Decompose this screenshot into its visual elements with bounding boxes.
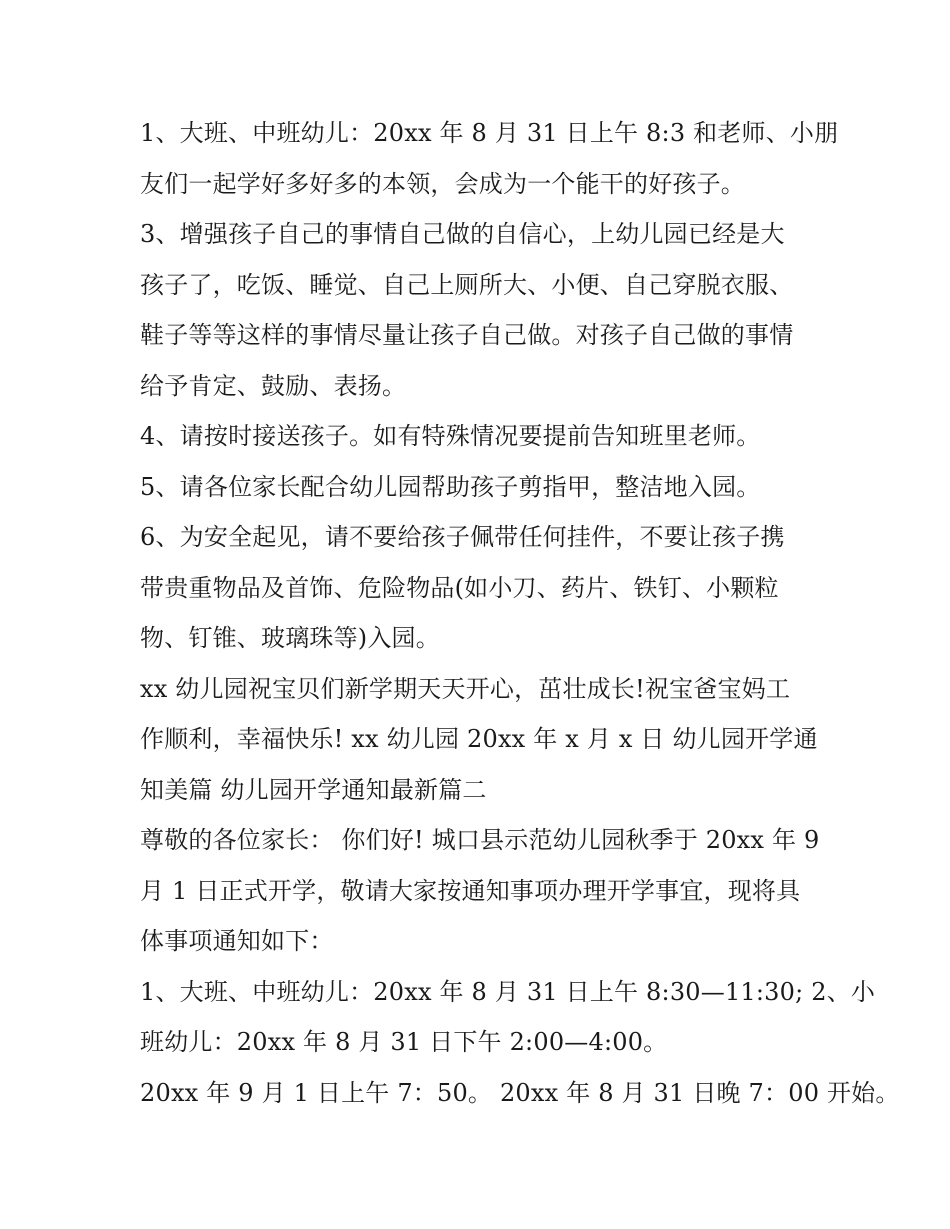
text-line: 孩子了，吃饭、睡觉、自己上厕所大、小便、自己穿脱衣服、 [140,270,794,299]
text-line: 鞋子等等这样的事情尽量让孩子自己做。对孩子自己做的事情 [140,321,794,349]
text-line: 物、钉锥、玻璃珠等)入园。 [140,624,440,652]
text-line: 体事项通知如下： [140,927,334,955]
text-line: 知美篇 幼儿园开学通知最新篇二 [140,775,487,804]
document-body [140,108,900,1118]
text-line: 3、增强孩子自己的事情自己做的自信心，上幼儿园已经是大 [140,220,785,248]
text-line: 作顺利，幸福快乐! xx 幼儿园 20xx 年 x 月 x 日 幼儿园开学通 [140,725,818,753]
text-line: 班幼儿：20xx 年 8 月 31 日下午 2:00—4:00。 [140,1028,668,1056]
text-line: 1、大班、中班幼儿：20xx 年 8 月 31 日上午 8:3 和老师、小朋 [140,119,839,147]
text-line: 4、请按时接送孩子。如有特殊情况要提前告知班里老师。 [140,422,761,450]
text-line: 5、请各位家长配合幼儿园帮助孩子剪指甲，整洁地入园。 [140,472,761,501]
text-line: xx 幼儿园祝宝贝们新学期天天开心，茁壮成长!祝宝爸宝妈工 [140,674,791,703]
text-line: 1、大班、中班幼儿：20xx 年 8 月 31 日上午 8:30—11:30; 2、小 [140,977,876,1006]
text-line: 尊敬的各位家长： 你们好! 城口县示范幼儿园秋季于 20xx 年 9 [140,826,820,854]
text-line: 给予肯定、鼓励、表扬。 [140,371,407,400]
text-line: 20xx 年 9 月 1 日上午 7：50。 20xx 年 8 月 31 日晚 7：00 开始。 [140,1078,900,1107]
text-line: 友们一起学好多好多的本领，会成为一个能干的好孩子。 [140,169,745,198]
text-line: 6、为安全起见，请不要给孩子佩带任何挂件，不要让孩子携 [140,523,785,551]
text-line: 月 1 日正式开学，敬请大家按通知事项办理开学事宜，现将具 [140,876,801,905]
text-line: 带贵重物品及首饰、危险物品(如小刀、药片、铁钉、小颗粒 [140,573,779,602]
